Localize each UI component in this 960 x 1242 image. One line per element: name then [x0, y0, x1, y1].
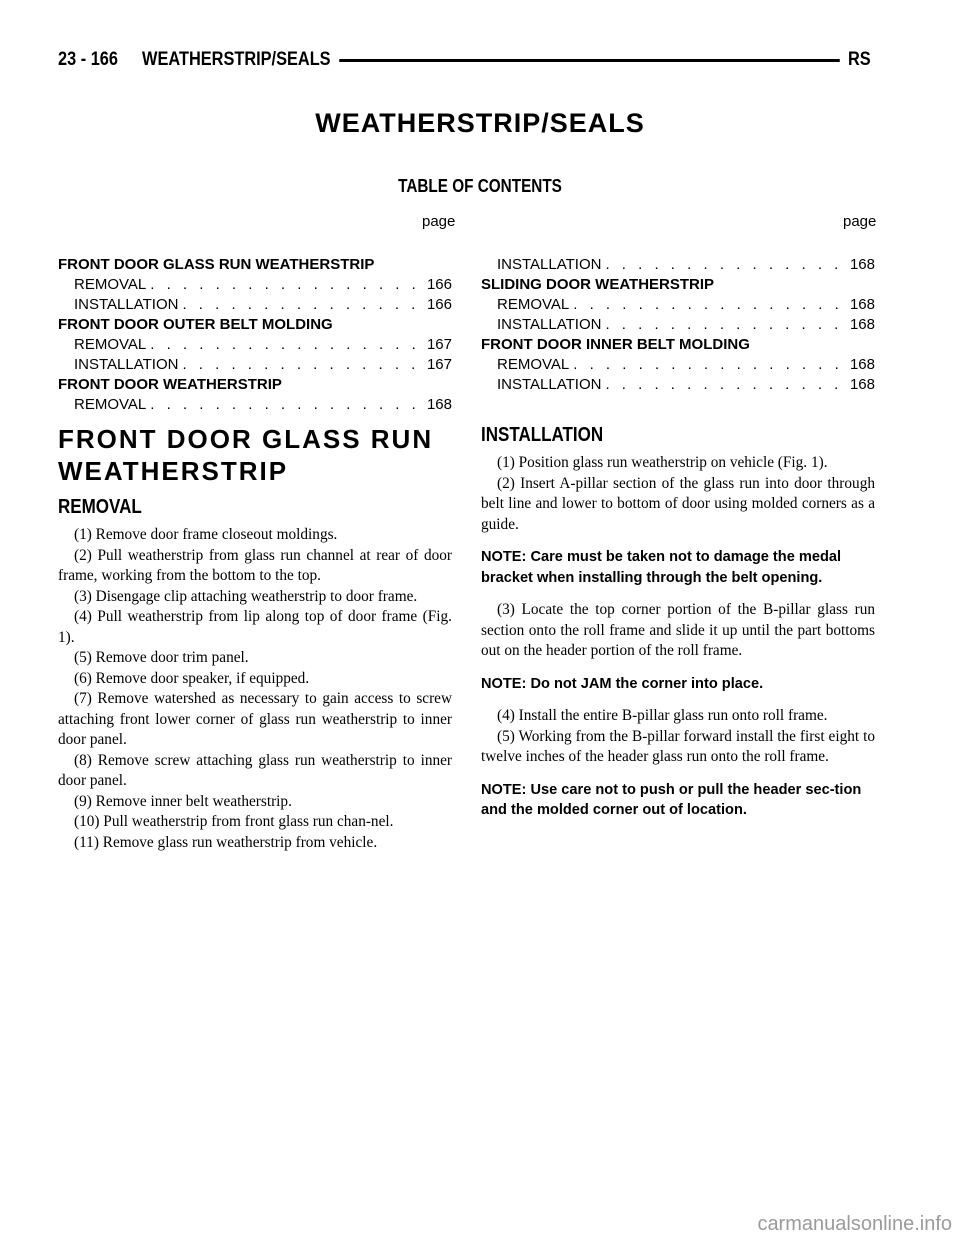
removal-step: (9) Remove inner belt weatherstrip. — [74, 792, 292, 810]
removal-step: (3) Disengage clip attaching weatherstrip to door frame. — [74, 587, 418, 605]
header-rule — [339, 59, 839, 62]
toc-entry-label: INSTALLATION — [74, 296, 179, 313]
toc-entry-label: INSTALLATION — [497, 316, 602, 333]
toc-entry[interactable] — [58, 355, 452, 375]
toc-leader-dots — [605, 315, 846, 335]
toc-entry-page: 168 — [426, 396, 452, 413]
toc-entry-label: REMOVAL — [74, 396, 147, 413]
toc-entry-page: 166 — [426, 296, 452, 313]
section-title-line1: FRONT DOOR GLASS RUN — [58, 424, 434, 454]
toc-leader-dots — [573, 295, 846, 315]
header-section-name: WEATHERSTRIP/SEALS — [142, 49, 331, 70]
toc-entry[interactable] — [58, 275, 452, 295]
toc-entry[interactable] — [481, 355, 875, 375]
toc-entry-label: INSTALLATION — [497, 376, 602, 393]
toc-leader-dots — [150, 335, 423, 355]
toc-entry[interactable] — [481, 375, 875, 395]
section-title — [58, 423, 458, 487]
toc-entry[interactable] — [481, 295, 875, 315]
toc-entry-page: 168 — [849, 356, 875, 373]
removal-heading: REMOVAL — [58, 496, 142, 518]
toc-entry-label: REMOVAL — [497, 296, 570, 313]
install-step-5: (5) Working from the B-pillar forward install the first eight to twelve inches of the header glass run onto the roll frame. — [481, 727, 875, 765]
toc-entry[interactable] — [58, 335, 452, 355]
toc-leader-dots — [605, 375, 846, 395]
toc-entry-page: 168 — [849, 316, 875, 333]
install-note-2: NOTE: Do not JAM the corner into place. — [481, 675, 764, 692]
toc-entry[interactable] — [58, 395, 452, 415]
toc-entry-label: REMOVAL — [497, 356, 570, 373]
install-step-4: (4) Install the entire B-pillar glass run onto roll frame. — [497, 707, 828, 724]
install-step-3: (3) Locate the top corner portion of the B-pillar glass run section onto the roll frame and slide it up until the part bottoms out on the header portion of the roll frame. — [481, 601, 875, 659]
header-model-code: RS — [847, 49, 871, 70]
toc-leader-dots — [150, 275, 423, 295]
toc-group: SLIDING DOOR WEATHERSTRIP — [481, 276, 715, 293]
toc-left-column — [58, 255, 452, 415]
watermark[interactable]: carmanualsonline.info — [757, 1213, 952, 1235]
toc-entry[interactable] — [58, 295, 452, 315]
toc-entry[interactable] — [481, 315, 875, 335]
toc-entry-label: REMOVAL — [74, 276, 147, 293]
removal-steps — [58, 525, 452, 853]
install-note-1: NOTE: Care must be taken not to damage the medal bracket when installing through the belt opening. — [481, 549, 842, 586]
install-step-2: (2) Insert A-pillar section of the glass run into door through belt line and lower to bottom of door using molded corners as a guide. — [481, 474, 875, 533]
removal-section — [58, 496, 452, 853]
section-title-line2: WEATHERSTRIP — [58, 456, 289, 486]
removal-step: (6) Remove door speaker, if equipped. — [74, 669, 310, 687]
removal-step: (2) Pull weatherstrip from glass run channel at rear of door frame, working from the bottom to the top. — [58, 546, 452, 584]
toc-heading: TABLE OF CONTENTS — [398, 176, 562, 196]
removal-step: (5) Remove door trim panel. — [74, 649, 249, 666]
toc-group: FRONT DOOR WEATHERSTRIP — [58, 376, 282, 393]
page-title: WEATHERSTRIP/SEALS — [315, 108, 645, 138]
toc-leader-dots — [150, 395, 423, 415]
toc-entry-label: INSTALLATION — [497, 256, 602, 273]
toc-page-label-left: page — [422, 213, 456, 230]
page-number: 23 - 166 — [58, 49, 118, 70]
toc-entry-label: INSTALLATION — [74, 356, 179, 373]
removal-step: (1) Remove door frame closeout moldings. — [74, 526, 338, 543]
toc-leader-dots — [182, 295, 423, 315]
toc-leader-dots — [573, 355, 846, 375]
toc-right-column — [481, 255, 875, 395]
removal-step: (11) Remove glass run weatherstrip from vehicle. — [74, 833, 378, 851]
installation-section — [481, 424, 875, 833]
toc-entry[interactable] — [481, 255, 875, 275]
toc-leader-dots — [182, 355, 423, 375]
toc-entry-page: 168 — [849, 376, 875, 393]
removal-step: (4) Pull weatherstrip from lip along top of door frame (Fig. 1). — [58, 608, 452, 646]
toc-leader-dots — [605, 255, 846, 275]
toc-group: FRONT DOOR OUTER BELT MOLDING — [58, 316, 333, 333]
toc-page-label-right: page — [843, 213, 877, 230]
installation-heading: INSTALLATION — [481, 424, 604, 446]
removal-step: (10) Pull weatherstrip from front glass run chan-nel. — [74, 813, 394, 830]
install-note-3: NOTE: Use care not to push or pull the header sec-tion and the molded corner out of location. — [481, 781, 862, 818]
toc-entry-page: 167 — [426, 356, 452, 373]
install-step-1: (1) Position glass run weatherstrip on vehicle (Fig. 1). — [497, 454, 828, 471]
page-header — [58, 46, 871, 74]
toc-entry-page: 166 — [426, 276, 452, 293]
toc-entry-page: 167 — [426, 336, 452, 353]
removal-step: (8) Remove screw attaching glass run weatherstrip to inner door panel. — [58, 751, 452, 789]
toc-group: FRONT DOOR GLASS RUN WEATHERSTRIP — [58, 256, 375, 273]
toc-entry-label: REMOVAL — [74, 336, 147, 353]
toc-group: FRONT DOOR INNER BELT MOLDING — [481, 336, 750, 353]
removal-step: (7) Remove watershed as necessary to gain access to screw attaching front lower corner of glass run weatherstrip to inner door panel. — [58, 690, 452, 748]
toc-entry-page: 168 — [849, 256, 875, 273]
toc-entry-page: 168 — [849, 296, 875, 313]
